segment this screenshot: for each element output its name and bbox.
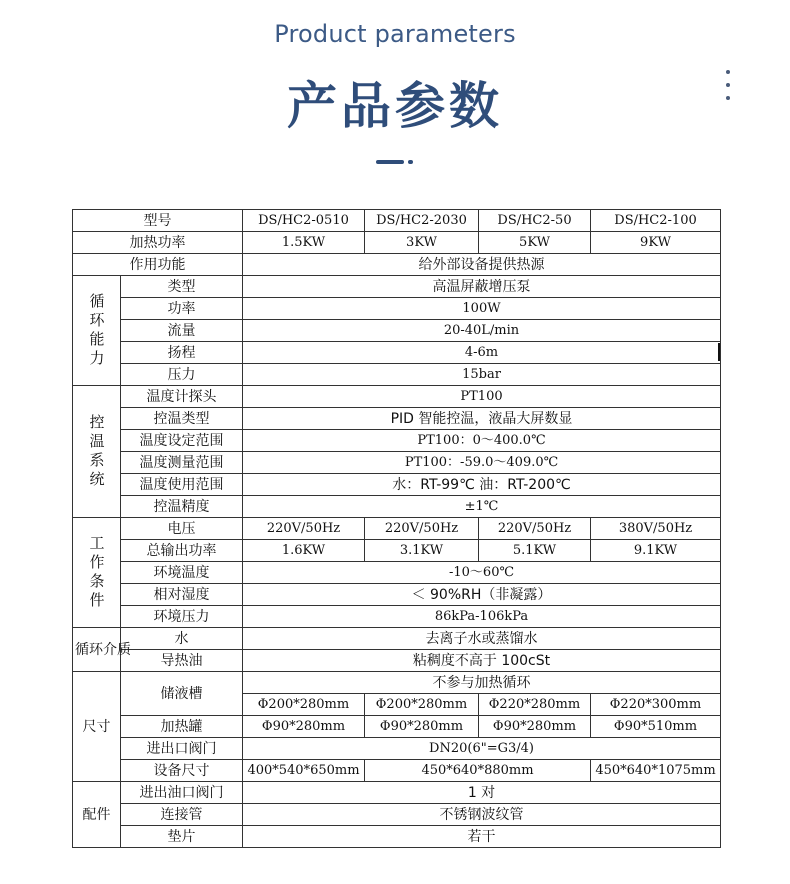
more-options-icon[interactable] (718, 70, 738, 100)
row-label: 温度计探头 (121, 386, 243, 408)
row-value: 高温屏蔽增压泵 (243, 276, 721, 298)
table-row (73, 628, 721, 650)
table-row (73, 650, 721, 672)
tank-size-cell: Φ200*280mm (365, 694, 479, 716)
total-power-cell: 5.1KW (479, 540, 591, 562)
table-row (73, 452, 721, 474)
table-row (73, 826, 721, 848)
row-value: PT100 (243, 386, 721, 408)
row-label: 控温精度 (121, 496, 243, 518)
tank-size-cell: Φ220*280mm (479, 694, 591, 716)
row-label: 储液槽 (121, 672, 243, 716)
function-value: 给外部设备提供热源 (243, 254, 721, 276)
row-value: ±1℃ (243, 496, 721, 518)
table-row-function (73, 254, 721, 276)
table-row (73, 276, 721, 298)
table-row (73, 672, 721, 694)
row-label-function: 作用功能 (73, 254, 243, 276)
row-label: 加热罐 (121, 716, 243, 738)
row-label: 压力 (121, 364, 243, 386)
row-label: 流量 (121, 320, 243, 342)
row-label: 温度使用范围 (121, 474, 243, 496)
table-row-model (73, 210, 721, 232)
table-row (73, 364, 721, 386)
row-label: 水 (121, 628, 243, 650)
table-row (73, 804, 721, 826)
product-parameters-table (72, 209, 721, 848)
table-row (73, 518, 721, 540)
row-label: 温度设定范围 (121, 430, 243, 452)
row-value: 不参与加热循环 (243, 672, 721, 694)
row-label-heating-power: 加热功率 (73, 232, 243, 254)
row-value: 4-6m (243, 342, 721, 364)
row-value: 不锈钢波纹管 (243, 804, 721, 826)
heater-size-cell: Φ90*280mm (243, 716, 365, 738)
table-row (73, 496, 721, 518)
row-value: -10～60℃ (243, 562, 721, 584)
group-label-circulation: 循环能力 (73, 276, 121, 386)
table-row (73, 760, 721, 782)
row-value: DN20(6"=G3/4) (243, 738, 721, 760)
table-row (73, 430, 721, 452)
table-row (73, 386, 721, 408)
row-label: 电压 (121, 518, 243, 540)
row-value: PT100：0～400.0℃ (243, 430, 721, 452)
row-label: 总输出功率 (121, 540, 243, 562)
row-label: 环境温度 (121, 562, 243, 584)
table-row (73, 540, 721, 562)
heating-power-cell: 9KW (591, 232, 721, 254)
table-row (73, 320, 721, 342)
group-label-medium: 循环介质 (73, 628, 121, 672)
row-value: 20-40L/min (243, 320, 721, 342)
voltage-cell: 380V/50Hz (591, 518, 721, 540)
row-label: 相对湿度 (121, 584, 243, 606)
heating-power-cell: 5KW (479, 232, 591, 254)
row-value: ＜ 90%RH（非凝露） (243, 584, 721, 606)
total-power-cell: 9.1KW (591, 540, 721, 562)
table-row (73, 606, 721, 628)
row-value: 若干 (243, 826, 721, 848)
row-label: 环境压力 (121, 606, 243, 628)
row-value: 100W (243, 298, 721, 320)
total-power-cell: 1.6KW (243, 540, 365, 562)
row-label: 类型 (121, 276, 243, 298)
table-row (73, 782, 721, 804)
table-row (73, 408, 721, 430)
row-value: 15bar (243, 364, 721, 386)
voltage-cell: 220V/50Hz (243, 518, 365, 540)
row-value: 1 对 (243, 782, 721, 804)
row-value: PID 智能控温，液晶大屏数显 (243, 408, 721, 430)
table-row (73, 738, 721, 760)
row-label: 进出口阀门 (121, 738, 243, 760)
tank-size-cell: Φ200*280mm (243, 694, 365, 716)
voltage-cell: 220V/50Hz (479, 518, 591, 540)
row-label: 控温类型 (121, 408, 243, 430)
voltage-cell: 220V/50Hz (365, 518, 479, 540)
row-value: 粘稠度不高于 100cSt (243, 650, 721, 672)
row-label: 连接管 (121, 804, 243, 826)
row-label: 进出油口阀门 (121, 782, 243, 804)
row-label: 扬程 (121, 342, 243, 364)
group-label-temp-control: 控温系统 (73, 386, 121, 518)
row-label: 设备尺寸 (121, 760, 243, 782)
group-label-dimensions: 尺寸 (73, 672, 121, 782)
heating-power-cell: 3KW (365, 232, 479, 254)
group-label-accessories: 配件 (73, 782, 121, 848)
model-cell: DS/HC2-2030 (365, 210, 479, 232)
row-value: 去离子水或蒸馏水 (243, 628, 721, 650)
row-value: PT100：-59.0～409.0℃ (243, 452, 721, 474)
table-row (73, 584, 721, 606)
group-label-working: 工作条件 (73, 518, 121, 628)
row-label-model: 型号 (73, 210, 243, 232)
row-value: 水：RT-99℃ 油：RT-200℃ (243, 474, 721, 496)
table-row-heating-power (73, 232, 721, 254)
table-row (73, 342, 721, 364)
row-label: 垫片 (121, 826, 243, 848)
row-label: 功率 (121, 298, 243, 320)
heater-size-cell: Φ90*510mm (591, 716, 721, 738)
model-cell: DS/HC2-50 (479, 210, 591, 232)
title-underline (376, 160, 404, 164)
model-cell: DS/HC2-0510 (243, 210, 365, 232)
table-row (73, 716, 721, 738)
page-title: 产品参数 (287, 77, 503, 135)
page-subtitle: Product parameters (274, 20, 516, 48)
tank-size-cell: Φ220*300mm (591, 694, 721, 716)
table-row (73, 298, 721, 320)
table-row (73, 474, 721, 496)
equipment-size-cell: 450*640*1075mm (591, 760, 721, 782)
row-label: 导热油 (121, 650, 243, 672)
title-underline-dot (408, 160, 413, 164)
equipment-size-cell: 450*640*880mm (365, 760, 591, 782)
heater-size-cell: Φ90*280mm (479, 716, 591, 738)
table-row (73, 562, 721, 584)
model-cell: DS/HC2-100 (591, 210, 721, 232)
heating-power-cell: 1.5KW (243, 232, 365, 254)
total-power-cell: 3.1KW (365, 540, 479, 562)
row-value: 86kPa-106kPa (243, 606, 721, 628)
row-label: 温度测量范围 (121, 452, 243, 474)
equipment-size-cell: 400*540*650mm (243, 760, 365, 782)
heater-size-cell: Φ90*280mm (365, 716, 479, 738)
